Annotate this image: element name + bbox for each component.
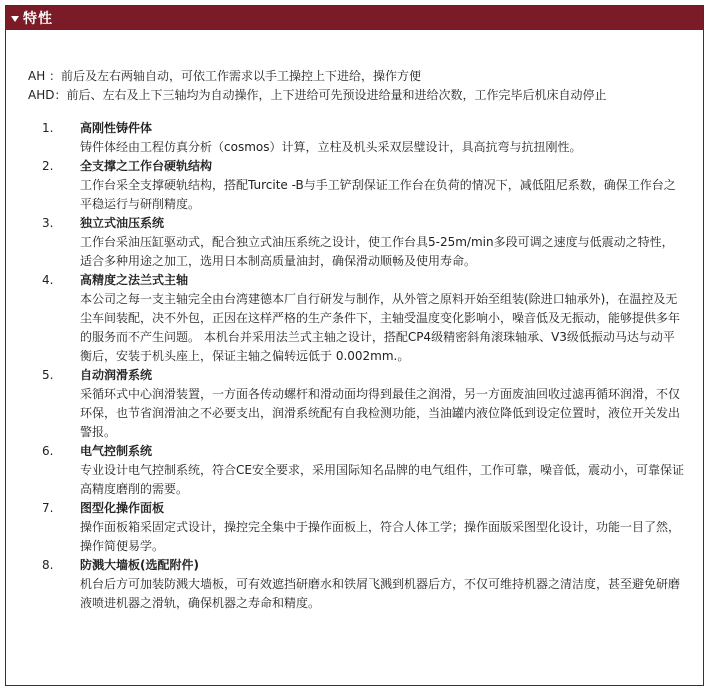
feature-number: 1. (42, 121, 54, 135)
feature-item (28, 157, 685, 214)
feature-item (28, 556, 685, 613)
feature-title: 电气控制系统 (80, 444, 153, 458)
feature-number: 2. (42, 159, 54, 173)
feature-description: 专业设计电气控制系统，符合CE安全要求，采用国际知名品牌的电气组件，工作可靠，噪音低，震动小，可靠保证高精度磨削的需要。 (80, 463, 684, 496)
intro-text (28, 67, 685, 105)
feature-item (28, 214, 685, 271)
intro-ah: AH ：前后及左右两轴自动，可依工作需求以手工操控上下进给，操作方便 (28, 69, 422, 83)
feature-item (28, 442, 685, 499)
section-header[interactable] (6, 6, 703, 30)
collapse-triangle-icon[interactable] (11, 16, 19, 22)
features-content (6, 30, 703, 613)
section-title: 特性 (23, 11, 53, 27)
feature-title: 防溅大墙板(选配附件) (80, 558, 199, 572)
feature-number: 3. (42, 216, 54, 230)
feature-description: 本公司之每一支主轴完全由台湾建德本厂自行研发与制作，从外管之原料开始至组装(除进口轴承外)，在温控及无尘车间装配，决不外包，正因在这样严格的生产条件下，主轴受温度变化影响小，噪音低及无振动，能够提供多年的服务而不产生问题。 本机台并采用法兰式主轴之设计，搭配CP4级精密斜角滚珠轴承、V3级低振动马达与动平衡后，安装于机头座上，保证主轴之偏转远低于 0.002mm.。 (80, 292, 681, 363)
feature-list (28, 119, 685, 613)
feature-description: 采循环式中心润滑装置，一方面各传动螺杆和滑动面均得到最佳之润滑，另一方面废油回收过滤再循环润滑，不仅环保，也节省润滑油之不必要支出，润滑系统配有自我检测功能，当油罐内液位降低到设定位置时，液位开关发出警报。 (80, 387, 681, 439)
feature-title: 高刚性铸件体 (80, 121, 153, 135)
feature-item (28, 499, 685, 556)
feature-description: 机台后方可加装防溅大墙板，可有效遮挡研磨水和铁屑飞溅到机器后方，不仅可维持机器之清洁度，甚至避免研磨液喷进机器之滑轨，确保机器之寿命和精度。 (80, 577, 681, 610)
feature-item (28, 119, 685, 157)
feature-title: 高精度之法兰式主轴 (80, 273, 189, 287)
feature-description: 操作面板箱采固定式设计，操控完全集中于操作面板上，符合人体工学；操作面版采图型化设计，功能一目了然，操作简便易学。 (80, 520, 681, 553)
feature-title: 全支撑之工作台硬轨结构 (80, 159, 213, 173)
feature-title: 自动润滑系统 (80, 368, 153, 382)
feature-number: 5. (42, 368, 54, 382)
feature-description: 工作台采油压缸驱动式，配合独立式油压系统之设计，使工作台具5-25m/min多段可调之速度与低震动之特性，适合多种用途之加工，选用日本制高质量油封，确保滑动顺畅及使用寿命。 (80, 235, 674, 268)
feature-number: 8. (42, 558, 54, 572)
intro-ahd: AHD：前后、左右及上下三轴均为自动操作，上下进给可先预设进给量和进给次数，工作完毕后机床自动停止 (28, 88, 607, 102)
feature-number: 4. (42, 273, 54, 287)
feature-item (28, 271, 685, 366)
feature-description: 铸件体经由工程仿真分析（cosmos）计算，立柱及机头采双层璧设计，具高抗弯与抗扭刚性。 (80, 140, 582, 154)
feature-title: 图型化操作面板 (80, 501, 165, 515)
feature-description: 工作台采全支撑硬轨结构，搭配Turcite -B与手工铲刮保证工作台在负荷的情况下，减低阻尼系数，确保工作台之平稳运行与研削精度。 (80, 178, 676, 211)
feature-title: 独立式油压系统 (80, 216, 165, 230)
feature-number: 7. (42, 501, 54, 515)
feature-item (28, 366, 685, 442)
features-panel (5, 5, 704, 686)
feature-number: 6. (42, 444, 54, 458)
